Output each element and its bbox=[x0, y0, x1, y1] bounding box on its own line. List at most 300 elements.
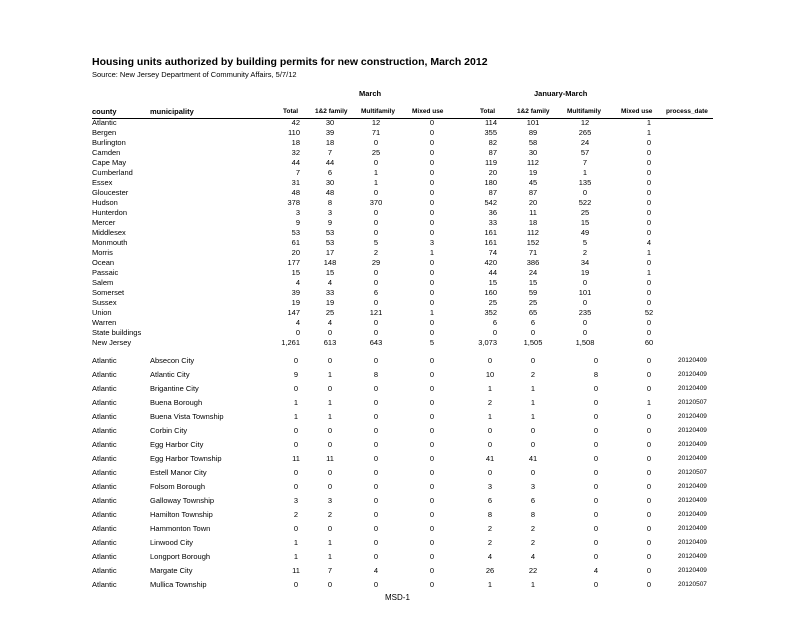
county-value: 0 bbox=[492, 328, 497, 337]
county-value: 1 bbox=[646, 128, 652, 137]
municipality-value: 1 bbox=[293, 552, 299, 561]
county-row bbox=[0, 268, 800, 278]
county-row bbox=[0, 218, 800, 228]
county-value: 0 bbox=[373, 188, 379, 197]
county-value: 101 bbox=[526, 118, 540, 127]
municipality-value: 0 bbox=[327, 356, 333, 365]
municipality-value: 1 bbox=[327, 412, 333, 421]
municipality-value: 0 bbox=[327, 426, 333, 435]
county-value: 60 bbox=[644, 338, 654, 347]
county-value: 0 bbox=[646, 138, 652, 147]
county-value: 0 bbox=[429, 298, 435, 307]
county-value: 370 bbox=[369, 198, 383, 207]
municipality-county: Atlantic bbox=[92, 496, 117, 505]
municipality-value: 0 bbox=[593, 440, 599, 449]
county-value: 1,508 bbox=[575, 338, 595, 347]
county-value: 53 bbox=[325, 228, 335, 237]
county-row bbox=[0, 228, 800, 238]
county-value: 0 bbox=[530, 328, 536, 337]
municipality-row bbox=[0, 384, 800, 398]
county-row bbox=[0, 278, 800, 288]
municipality-value: 2 bbox=[530, 370, 536, 379]
county-value: 1,505 bbox=[523, 338, 543, 347]
municipality-value: 0 bbox=[373, 398, 379, 407]
municipality-name: Egg Harbor Township bbox=[150, 454, 222, 463]
county-value: 0 bbox=[582, 318, 588, 327]
county-row bbox=[0, 238, 800, 248]
county-value: 44 bbox=[325, 158, 335, 167]
municipality-value: 3 bbox=[530, 482, 536, 491]
county-name: Gloucester bbox=[92, 188, 129, 197]
county-name: Warren bbox=[92, 318, 117, 327]
county-value: 161 bbox=[484, 228, 497, 237]
county-value: 30 bbox=[528, 148, 538, 157]
process-date-value: 20120409 bbox=[678, 371, 707, 378]
county-name: Hunterdon bbox=[92, 208, 128, 217]
municipality-value: 0 bbox=[293, 440, 299, 449]
municipality-value: 0 bbox=[429, 538, 435, 547]
municipality-row bbox=[0, 426, 800, 440]
process-date-value: 20120409 bbox=[678, 567, 707, 574]
municipality-value: 0 bbox=[646, 538, 652, 547]
county-value: 119 bbox=[485, 158, 497, 167]
county-value: 3 bbox=[295, 208, 300, 217]
county-value: 1 bbox=[429, 308, 435, 317]
county-value: 11 bbox=[529, 208, 537, 217]
county-value: 0 bbox=[429, 158, 435, 167]
county-row bbox=[0, 188, 800, 198]
municipality-value: 2 bbox=[530, 538, 536, 547]
county-value: 0 bbox=[429, 128, 435, 137]
county-name: Monmouth bbox=[92, 238, 128, 247]
municipality-value: 0 bbox=[373, 468, 379, 477]
county-value: 42 bbox=[291, 118, 300, 127]
county-value: 235 bbox=[578, 308, 592, 317]
municipality-county: Atlantic bbox=[92, 580, 117, 589]
county-value: 0 bbox=[429, 188, 435, 197]
municipality-name: Brigantine City bbox=[150, 384, 199, 393]
municipality-value: 0 bbox=[429, 426, 435, 435]
county-value: 19 bbox=[325, 298, 335, 307]
county-row bbox=[0, 208, 800, 218]
county-value: 44 bbox=[488, 268, 497, 277]
municipality-row bbox=[0, 440, 800, 454]
county-value: 386 bbox=[526, 258, 540, 267]
county-value: 6 bbox=[327, 168, 333, 177]
county-row bbox=[0, 138, 800, 148]
county-value: 112 bbox=[527, 228, 539, 237]
county-value: 4 bbox=[295, 318, 300, 327]
municipality-value: 1 bbox=[530, 580, 536, 589]
county-value: 48 bbox=[291, 188, 300, 197]
county-value: 0 bbox=[646, 278, 652, 287]
county-value: 24 bbox=[528, 268, 538, 277]
municipality-value: 0 bbox=[646, 426, 652, 435]
municipality-value: 1 bbox=[487, 384, 493, 393]
county-name: Union bbox=[92, 308, 112, 317]
municipality-row bbox=[0, 356, 800, 370]
municipality-value: 22 bbox=[528, 566, 538, 575]
municipality-row bbox=[0, 454, 800, 468]
municipality-row bbox=[0, 524, 800, 538]
municipality-value: 4 bbox=[593, 566, 599, 575]
county-value: 0 bbox=[646, 228, 652, 237]
county-value: 9 bbox=[295, 218, 300, 227]
municipality-value: 0 bbox=[373, 538, 379, 547]
municipality-row bbox=[0, 370, 800, 384]
municipality-value: 0 bbox=[293, 468, 299, 477]
county-value: 0 bbox=[646, 328, 652, 337]
process-date-value: 20120409 bbox=[678, 427, 707, 434]
county-value: 25 bbox=[580, 208, 590, 217]
county-value: 0 bbox=[646, 208, 652, 217]
municipality-value: 0 bbox=[530, 426, 536, 435]
county-value: 148 bbox=[323, 258, 337, 267]
county-row bbox=[0, 198, 800, 208]
municipality-value: 0 bbox=[293, 580, 299, 589]
municipality-value: 0 bbox=[373, 356, 379, 365]
county-row bbox=[0, 328, 800, 338]
process-date-value: 20120507 bbox=[678, 581, 707, 588]
municipality-county: Atlantic bbox=[92, 468, 117, 477]
county-value: 0 bbox=[646, 258, 652, 267]
process-date-value: 20120409 bbox=[678, 455, 707, 462]
municipality-value: 0 bbox=[487, 426, 493, 435]
municipality-name: Absecon City bbox=[150, 356, 195, 365]
county-value: 152 bbox=[526, 238, 540, 247]
municipality-name: Buena Borough bbox=[150, 398, 203, 407]
county-value: 18 bbox=[325, 138, 335, 147]
county-value: 33 bbox=[325, 288, 335, 297]
county-value: 57 bbox=[580, 148, 590, 157]
county-value: 19 bbox=[580, 268, 590, 277]
county-value: 112 bbox=[527, 158, 539, 167]
county-row bbox=[0, 298, 800, 308]
municipality-value: 0 bbox=[429, 580, 435, 589]
county-value: 0 bbox=[646, 148, 652, 157]
county-name: State buildings bbox=[92, 328, 142, 337]
municipality-value: 0 bbox=[429, 370, 435, 379]
county-value: 0 bbox=[373, 208, 379, 217]
county-value: 87 bbox=[488, 188, 497, 197]
municipality-value: 1 bbox=[646, 398, 652, 407]
municipality-value: 0 bbox=[373, 412, 379, 421]
municipality-value: 2 bbox=[487, 524, 493, 533]
county-value: 0 bbox=[646, 218, 652, 227]
municipality-value: 0 bbox=[646, 496, 652, 505]
municipality-value: 0 bbox=[429, 510, 435, 519]
municipality-name: Margate City bbox=[150, 566, 193, 575]
county-value: 34 bbox=[580, 258, 590, 267]
county-value: 0 bbox=[429, 278, 435, 287]
municipality-value: 0 bbox=[429, 454, 435, 463]
county-value: 74 bbox=[488, 248, 497, 257]
municipality-value: 0 bbox=[646, 510, 652, 519]
municipality-value: 11 bbox=[292, 454, 300, 463]
county-value: 7 bbox=[582, 158, 588, 167]
page-footer: MSD-1 bbox=[385, 593, 410, 602]
county-value: 25 bbox=[371, 148, 381, 157]
county-value: 121 bbox=[369, 308, 383, 317]
county-value: 643 bbox=[369, 338, 383, 347]
municipality-row bbox=[0, 538, 800, 552]
county-name: Cape May bbox=[92, 158, 127, 167]
county-value: 15 bbox=[580, 218, 590, 227]
col-header-1-2-family: 1&2 family bbox=[315, 108, 348, 115]
county-name: Camden bbox=[92, 148, 121, 157]
county-value: 114 bbox=[485, 118, 497, 127]
county-value: 15 bbox=[291, 268, 300, 277]
county-value: 0 bbox=[373, 138, 379, 147]
county-row bbox=[0, 128, 800, 138]
municipality-value: 0 bbox=[293, 356, 299, 365]
county-value: 0 bbox=[429, 118, 435, 127]
process-date-value: 20120409 bbox=[678, 497, 707, 504]
col-header-county: county bbox=[92, 107, 117, 116]
municipality-value: 0 bbox=[530, 440, 536, 449]
municipality-value: 0 bbox=[646, 482, 652, 491]
county-name: Essex bbox=[92, 178, 113, 187]
municipality-county: Atlantic bbox=[92, 426, 117, 435]
county-name: Salem bbox=[92, 278, 114, 287]
municipality-name: Folsom Borough bbox=[150, 482, 206, 491]
county-name: Morris bbox=[92, 248, 113, 257]
municipality-value: 0 bbox=[373, 440, 379, 449]
county-value: 522 bbox=[578, 198, 592, 207]
county-name: Cumberland bbox=[92, 168, 133, 177]
county-value: 58 bbox=[528, 138, 538, 147]
municipality-value: 3 bbox=[327, 496, 333, 505]
county-value: 0 bbox=[429, 178, 435, 187]
municipality-value: 0 bbox=[593, 398, 599, 407]
municipality-name: Buena Vista Township bbox=[150, 412, 224, 421]
municipality-value: 7 bbox=[327, 566, 333, 575]
municipality-value: 26 bbox=[485, 566, 495, 575]
municipality-value: 0 bbox=[429, 440, 435, 449]
county-value: 25 bbox=[528, 298, 538, 307]
col-header-total: Total bbox=[283, 108, 299, 115]
municipality-value: 0 bbox=[429, 384, 435, 393]
process-date-value: 20120409 bbox=[678, 441, 707, 448]
municipality-value: 0 bbox=[293, 482, 299, 491]
municipality-value: 0 bbox=[429, 412, 435, 421]
municipality-value: 0 bbox=[429, 524, 435, 533]
county-value: 1 bbox=[373, 178, 379, 187]
county-value: 25 bbox=[325, 308, 335, 317]
county-value: 87 bbox=[488, 148, 497, 157]
municipality-name: Egg Harbor City bbox=[150, 440, 204, 449]
municipality-value: 0 bbox=[593, 580, 599, 589]
municipality-row bbox=[0, 496, 800, 510]
county-value: 5 bbox=[429, 338, 435, 347]
process-date-value: 20120409 bbox=[678, 385, 707, 392]
municipality-value: 0 bbox=[373, 384, 379, 393]
municipality-value: 0 bbox=[373, 524, 379, 533]
municipality-value: 0 bbox=[373, 552, 379, 561]
municipality-value: 8 bbox=[530, 510, 536, 519]
municipality-value: 0 bbox=[429, 496, 435, 505]
municipality-row bbox=[0, 468, 800, 482]
county-value: 0 bbox=[373, 318, 379, 327]
county-value: 0 bbox=[429, 268, 435, 277]
municipality-value: 8 bbox=[373, 370, 379, 379]
municipality-value: 0 bbox=[646, 440, 652, 449]
county-row bbox=[0, 248, 800, 258]
municipality-value: 0 bbox=[487, 440, 493, 449]
municipality-value: 0 bbox=[327, 482, 333, 491]
county-value: 5 bbox=[582, 238, 588, 247]
municipality-value: 0 bbox=[593, 412, 599, 421]
municipality-value: 0 bbox=[327, 580, 333, 589]
county-value: 0 bbox=[429, 198, 435, 207]
county-name: Passaic bbox=[92, 268, 119, 277]
county-value: 0 bbox=[429, 218, 435, 227]
municipality-row bbox=[0, 482, 800, 496]
municipality-value: 0 bbox=[646, 566, 652, 575]
county-value: 613 bbox=[323, 338, 337, 347]
process-date-value: 20120409 bbox=[678, 483, 707, 490]
county-name: Bergen bbox=[92, 128, 117, 137]
municipality-value: 0 bbox=[487, 468, 493, 477]
county-value: 0 bbox=[373, 218, 379, 227]
municipality-row bbox=[0, 552, 800, 566]
county-value: 53 bbox=[291, 228, 300, 237]
county-row bbox=[0, 148, 800, 158]
process-date-value: 20120409 bbox=[678, 525, 707, 532]
municipality-value: 0 bbox=[327, 468, 333, 477]
county-value: 30 bbox=[325, 178, 335, 187]
municipality-value: 0 bbox=[646, 370, 652, 379]
municipality-value: 2 bbox=[327, 510, 333, 519]
county-row bbox=[0, 338, 800, 348]
county-value: 0 bbox=[373, 298, 379, 307]
group-header-january-march: January-March bbox=[534, 89, 588, 98]
county-value: 24 bbox=[580, 138, 590, 147]
process-date-value: 20120409 bbox=[678, 511, 707, 518]
county-value: 45 bbox=[528, 178, 538, 187]
municipality-row bbox=[0, 398, 800, 412]
county-value: 39 bbox=[325, 128, 335, 137]
col-header-multifamily-ytd: Multifamily bbox=[567, 108, 601, 115]
county-value: 0 bbox=[582, 328, 588, 337]
municipality-value: 0 bbox=[593, 552, 599, 561]
county-value: 44 bbox=[291, 158, 300, 167]
col-header-1-2-family-ytd: 1&2 family bbox=[517, 108, 550, 115]
county-value: 542 bbox=[484, 198, 497, 207]
county-value: 4 bbox=[327, 278, 333, 287]
municipality-county: Atlantic bbox=[92, 552, 117, 561]
col-header-process-date: process_date bbox=[666, 108, 708, 115]
county-value: 36 bbox=[488, 208, 497, 217]
municipality-value: 0 bbox=[593, 524, 599, 533]
municipality-value: 1 bbox=[487, 580, 493, 589]
county-value: 6 bbox=[530, 318, 536, 327]
county-value: 89 bbox=[528, 128, 538, 137]
municipality-name: Atlantic City bbox=[150, 370, 190, 379]
municipality-value: 1 bbox=[327, 370, 333, 379]
county-value: 5 bbox=[373, 238, 379, 247]
municipality-value: 0 bbox=[487, 356, 493, 365]
municipality-value: 0 bbox=[327, 524, 333, 533]
county-value: 355 bbox=[484, 128, 497, 137]
county-value: 0 bbox=[646, 298, 652, 307]
county-name: Ocean bbox=[92, 258, 115, 267]
municipality-value: 0 bbox=[373, 482, 379, 491]
municipality-county: Atlantic bbox=[92, 412, 117, 421]
municipality-county: Atlantic bbox=[92, 356, 117, 365]
municipality-value: 0 bbox=[646, 384, 652, 393]
county-value: 87 bbox=[528, 188, 538, 197]
county-value: 29 bbox=[371, 258, 381, 267]
municipality-value: 0 bbox=[429, 398, 435, 407]
county-value: 0 bbox=[582, 298, 588, 307]
municipality-value: 2 bbox=[530, 524, 536, 533]
group-header-march: March bbox=[359, 89, 382, 98]
process-date-value: 20120409 bbox=[678, 553, 707, 560]
county-name: Burlington bbox=[92, 138, 126, 147]
county-row bbox=[0, 258, 800, 268]
county-value: 0 bbox=[646, 168, 652, 177]
county-value: 0 bbox=[582, 278, 588, 287]
municipality-value: 0 bbox=[593, 538, 599, 547]
county-row bbox=[0, 288, 800, 298]
municipality-value: 0 bbox=[646, 468, 652, 477]
municipality-value: 1 bbox=[530, 384, 536, 393]
municipality-value: 0 bbox=[593, 356, 599, 365]
municipality-value: 0 bbox=[646, 412, 652, 421]
municipality-value: 0 bbox=[646, 454, 652, 463]
county-value: 71 bbox=[528, 248, 538, 257]
county-value: 0 bbox=[373, 268, 379, 277]
county-value: 1,261 bbox=[281, 338, 300, 347]
county-value: 1 bbox=[582, 168, 588, 177]
county-value: 0 bbox=[429, 168, 435, 177]
municipality-value: 0 bbox=[530, 356, 536, 365]
municipality-name: Hamilton Township bbox=[150, 510, 213, 519]
county-row bbox=[0, 168, 800, 178]
county-value: 135 bbox=[578, 178, 592, 187]
county-value: 0 bbox=[429, 288, 435, 297]
county-value: 110 bbox=[288, 128, 300, 137]
county-name: Hudson bbox=[92, 198, 118, 207]
municipality-county: Atlantic bbox=[92, 566, 117, 575]
county-value: 1 bbox=[373, 168, 379, 177]
municipality-row bbox=[0, 580, 800, 594]
county-value: 0 bbox=[646, 318, 652, 327]
county-row bbox=[0, 158, 800, 168]
process-date-value: 20120409 bbox=[678, 357, 707, 364]
municipality-value: 1 bbox=[293, 538, 299, 547]
county-name: New Jersey bbox=[92, 338, 132, 347]
municipality-value: 41 bbox=[528, 454, 538, 463]
municipality-value: 0 bbox=[593, 468, 599, 477]
municipality-county: Atlantic bbox=[92, 398, 117, 407]
county-value: 352 bbox=[484, 308, 497, 317]
county-value: 0 bbox=[646, 288, 652, 297]
municipality-value: 4 bbox=[487, 552, 493, 561]
county-value: 32 bbox=[291, 148, 300, 157]
county-value: 0 bbox=[373, 228, 379, 237]
county-value: 2 bbox=[582, 248, 588, 257]
county-value: 48 bbox=[325, 188, 335, 197]
county-value: 59 bbox=[528, 288, 538, 297]
county-value: 71 bbox=[371, 128, 381, 137]
municipality-county: Atlantic bbox=[92, 384, 117, 393]
county-value: 0 bbox=[646, 158, 652, 167]
municipality-value: 0 bbox=[373, 454, 379, 463]
county-value: 7 bbox=[327, 148, 333, 157]
municipality-value: 0 bbox=[429, 468, 435, 477]
